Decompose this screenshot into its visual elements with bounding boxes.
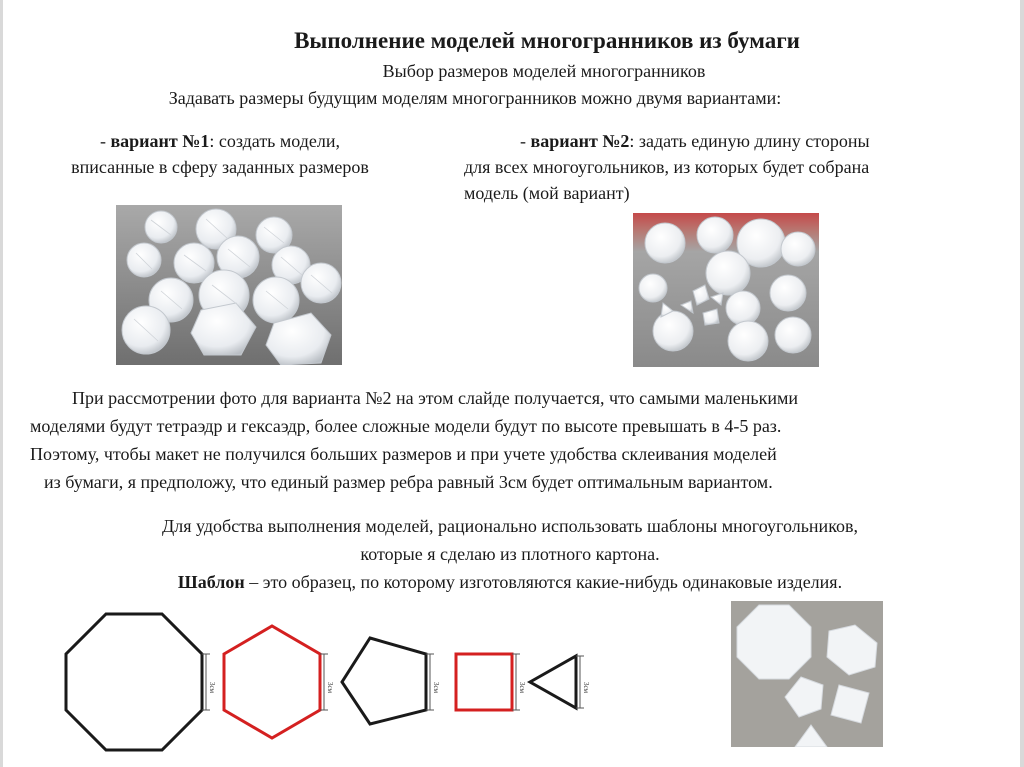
square-dimension-label: 3см <box>518 682 526 694</box>
intro-text: Задавать размеры будущим моделям многогранников можно двумя вариантами: <box>168 88 782 108</box>
variant-1-label: вариант №1 <box>110 131 210 151</box>
variant-2-label: вариант №2 <box>530 131 630 151</box>
pentagon-dimension-label: 3см <box>432 682 440 694</box>
photo-variant-2-polyhedra <box>633 213 819 367</box>
template-polygons-diagram <box>64 612 604 752</box>
template-term: Шаблон <box>177 572 245 592</box>
variant-1-line-2: вписанные в сферу заданных размеров <box>71 157 369 177</box>
variant-2-line-2: для всех многоугольников, из которых будет собрана <box>464 157 870 177</box>
paragraph-templates-line-2: которые я сделаю из плотного картона. <box>360 544 660 564</box>
slide-frame-right <box>1020 0 1024 767</box>
slide-subtitle: Выбор размеров моделей многогранников <box>382 61 706 81</box>
variant-2-line-3: модель (мой вариант) <box>464 183 630 203</box>
slide-title: Выполнение моделей многогранников из бумаги <box>294 28 800 53</box>
square-template <box>456 654 526 710</box>
paragraph-analysis-line-1: При рассмотрении фото для варианта №2 на этом слайде получается, что самыми маленькими <box>72 388 799 408</box>
photo-cardboard-templates <box>731 601 883 747</box>
cardboard-octagon <box>737 605 811 679</box>
paragraph-analysis <box>30 384 1004 496</box>
variant-2-line-1: - вариант №2: задать единую длину стороны <box>520 131 870 151</box>
paragraph-analysis-line-3: Поэтому, чтобы макет не получился больших размеров и при учете удобства склеивания моделей <box>30 444 777 464</box>
paragraph-analysis-line-4: из бумаги, я предположу, что единый размер ребра равный 3см будет оптимальным вариантом. <box>44 472 773 492</box>
paragraph-templates <box>10 512 1010 596</box>
template-definition: Шаблон – это образец, по которому изготовляются какие-нибудь одинаковые изделия. <box>177 572 843 592</box>
paragraph-templates-line-1: Для удобства выполнения моделей, рационально использовать шаблоны многоугольников, <box>161 516 859 536</box>
octagon-dimension-label: 3см <box>208 682 216 694</box>
triangle-template <box>530 656 590 708</box>
photo-variant-1-polyhedra <box>116 205 342 365</box>
triangle-dimension-label: 3см <box>582 682 590 694</box>
paragraph-analysis-line-2: моделями будут тетраэдр и гексаэдр, более сложные модели будут по высоте превышать в 4-5 раз. <box>30 416 782 436</box>
octagon-template <box>66 614 216 750</box>
pentagon-template <box>342 638 440 724</box>
variant-1-text <box>20 128 420 180</box>
slide-frame-left <box>0 0 3 767</box>
variant-2-text <box>464 128 1004 206</box>
variant-1-line-1: - вариант №1: создать модели, <box>99 131 341 151</box>
hexagon-dimension-label: 3см <box>326 682 334 694</box>
hexagon-template <box>224 626 334 738</box>
